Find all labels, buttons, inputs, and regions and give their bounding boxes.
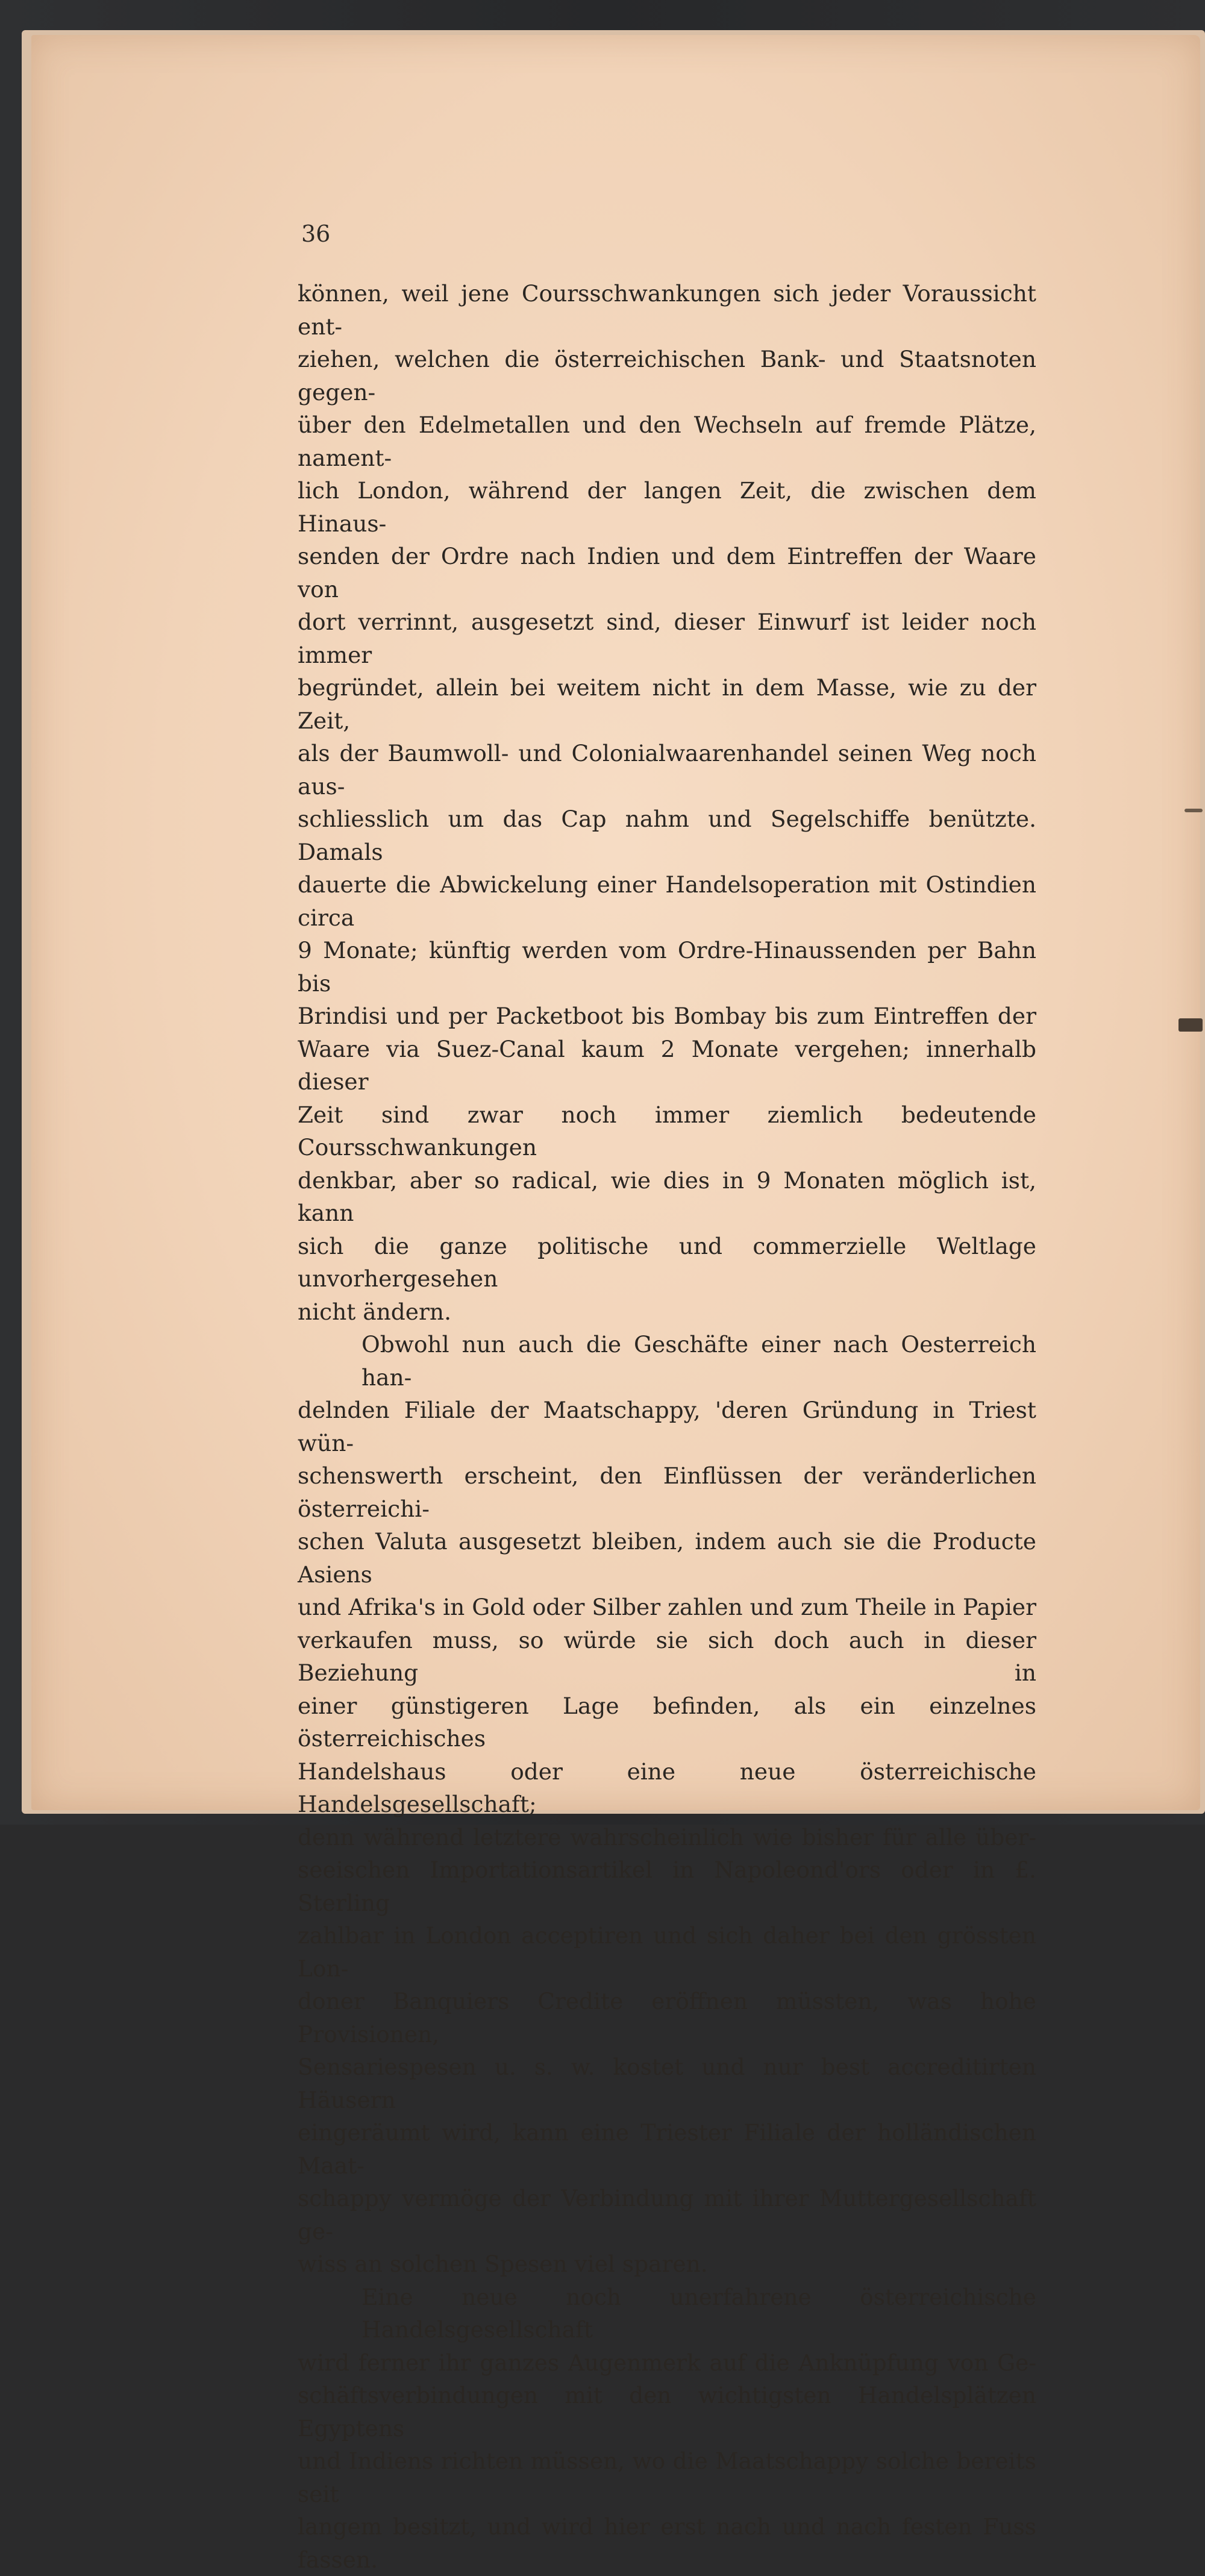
text-line: nicht ändern. [298, 1298, 451, 1325]
text-line: zahlbar in London acceptiren und sich daher bei den grössten Lon- [298, 1922, 1036, 1982]
text-line: Waare via Suez-Canal kaum 2 Monate vergehen; innerhalb dieser [298, 1035, 1036, 1095]
text-line: begründet, allein bei weitem nicht in dem Masse, wie zu der Zeit, [298, 674, 1036, 734]
text-line: Sensariespesen u. s. w. kostet und nur best accreditirten Häusern [298, 2054, 1036, 2113]
text-line: schenswerth erscheint, den Einflüssen der veränderlichen österreichi- [298, 1462, 1036, 1522]
text-line: schliesslich um das Cap nahm und Segelschiffe benützte. Damals [298, 806, 1036, 865]
page-edge-tab [1185, 809, 1203, 812]
page-edge-tear [1178, 1018, 1203, 1032]
text-line: lich London, während der langen Zeit, die zwischen dem Hinaus- [298, 477, 1036, 537]
text-line: schäftsverbindungen mit den wichtigsten Handelsplätzen Egyptens [298, 2382, 1036, 2442]
text-line: schappy vermöge der Verbindung mit ihrer Muttergesellschaft ge- [298, 2185, 1036, 2245]
text-line: doner Banquiers Credite eröffnen müssten, was hohe Provisionen, [298, 1988, 1036, 2048]
text-line: Zeit sind zwar noch immer ziemlich bedeutende Coursschwankungen [298, 1101, 1036, 1161]
text-line: als der Baumwoll- und Colonialwaarenhandel seinen Weg noch aus- [298, 740, 1036, 800]
text-line: ziehen, welchen die österreichischen Bank- und Staatsnoten gegen- [298, 346, 1036, 406]
text-line: und Indiens richten müssen, wo die Maatschappy solche bereits seit [298, 2448, 1036, 2507]
text-line: dort verrinnt, ausgesetzt sind, dieser Einwurf ist leider noch immer [298, 609, 1036, 668]
text-line: wiss an solchen Spesen viel sparen. [298, 2251, 708, 2277]
text-line: sich die ganze politische und commerzielle Weltlage unvorhergesehen [298, 1232, 1036, 1292]
text-line: wird ferner ihr ganzes Augenmerk auf die Anknüpfung von Ge- [298, 2349, 1036, 2376]
text-line: verkaufen muss, so würde sie sich doch auch in dieser Beziehung in [298, 1626, 1036, 1686]
text-line: können, weil jene Coursschwankungen sich jeder Voraussicht ent- [298, 280, 1036, 340]
text-line: senden der Ordre nach Indien und dem Eintreffen der Waare von [298, 543, 1036, 603]
text-line: dauerte die Abwickelung einer Handelsoperation mit Ostindien circa [298, 871, 1036, 931]
text-line: denn während letztere wahrscheinlich wie bisher für alle über- [298, 1823, 1036, 1851]
text-line: denkbar, aber so radical, wie dies in 9 Monaten möglich ist, kann [298, 1167, 1036, 1226]
text-line: Handelshaus oder eine neue österreichische Handelsgesellschaft; [298, 1758, 1036, 1817]
text-line: über den Edelmetallen und den Wechseln auf fremde Plätze, nament- [298, 412, 1036, 471]
text-line: schen Valuta ausgesetzt bleiben, indem auch sie die Producte Asiens [298, 1528, 1036, 1588]
body-text [298, 277, 1036, 2576]
text-line: Obwohl nun auch die Geschäfte einer nach Oesterreich han- [362, 1331, 1036, 1391]
text-line: einer günstigeren Lage befinden, als ein einzelnes österreichisches [298, 1692, 1036, 1752]
text-line: Brindisi und per Packetboot bis Bombay bis zum Eintreffen der [298, 1003, 1036, 1029]
text-line: delnden Filiale der Maatschappy, 'deren Gründung in Triest wün- [298, 1397, 1036, 1456]
text-line: 9 Monate; künftig werden vom Ordre-Hinaussenden per Bahn bis [298, 937, 1036, 997]
page-number: 36 [301, 221, 331, 247]
text-line: langem besitzt, und wird hier erst nach und nach festen Fuss fassen. [298, 2513, 1036, 2573]
text-line: und Afrika's in Gold oder Silber zahlen und zum Theile in Papier [298, 1594, 1036, 1620]
text-line: eingeräumt wird, kann eine Triester Filiale der holländischen Maat- [298, 2119, 1036, 2179]
text-line: Eine neue noch unerfahrene österreichische Handelsgesellschaft [362, 2283, 1036, 2343]
text-line: seeischen Importationsartikel in Napoleond'ors oder in £. Sterling [298, 1857, 1036, 1916]
